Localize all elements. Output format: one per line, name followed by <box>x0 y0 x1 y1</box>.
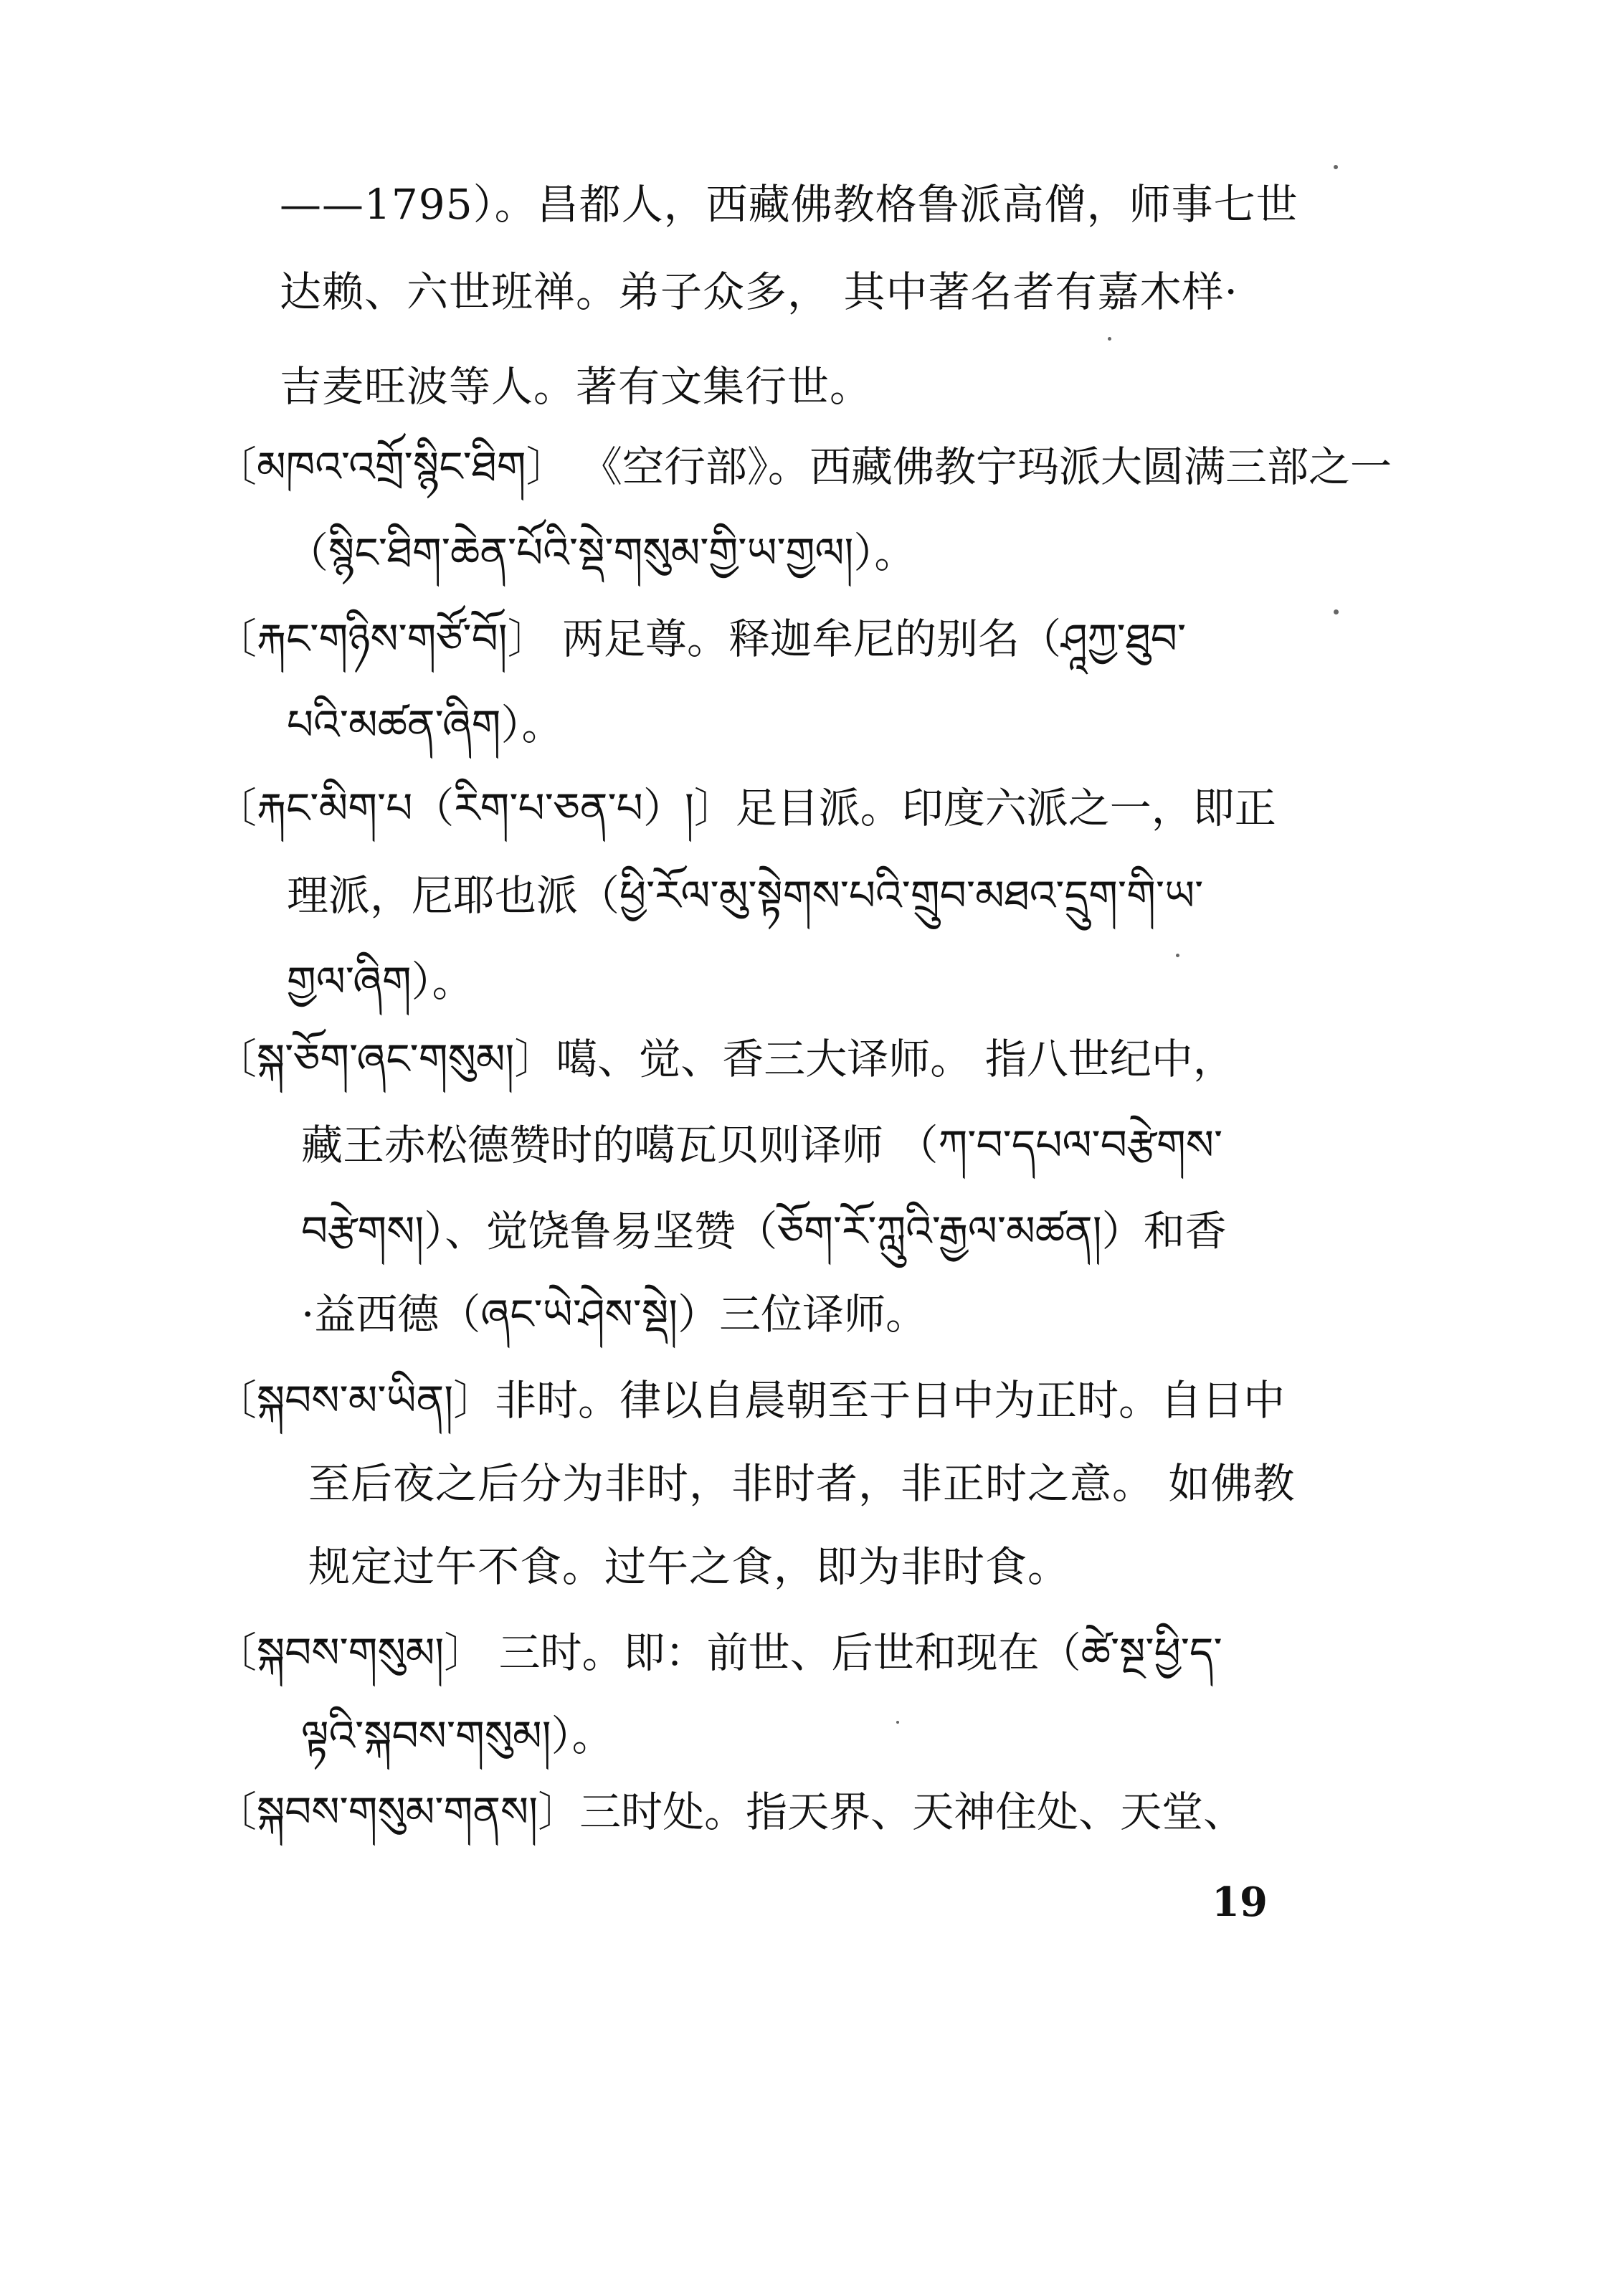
entry-heading-khandro: 〔མཁའ་འགྲོ་སྙིང་ཐིག〕 《空行部》。西藏佛教宁玛派大圆满三部之一 <box>215 442 1392 491</box>
entry-heading-kabma: 〔སྐབས་མ་ཡིན།〕非时。律以自晨朝至于日中为正时。自日中 <box>215 1376 1286 1425</box>
text-line-9: 理派，尼耶也派（ཕྱི་རོལ་མུ་སྟེགས་པའི་གྲུབ་མཐའ་དྲུག་གི་ཡ་ <box>287 871 1204 920</box>
text-line-14: ·益西德（ཞང་ཡེ་ཤེས་སྡེ།）三位译师。 <box>301 1290 928 1339</box>
text-line-10: གྱལ་ཞིག）。 <box>287 957 474 1006</box>
text-line-19: ལྟའི་སྐབས་གསུམ།）。 <box>301 1712 614 1760</box>
entry-heading-kangnyi: 〔རྐང་གཉིས་གཙོ་བོ།〕 两足尊。释迦牟尼的别名（ཤཱཀྱ་ཐུབ་ <box>215 614 1187 663</box>
text-line-13: བརྩེགས།）、觉饶鲁易坚赞（ཅོག་རོ་ཀླུའི་རྒྱལ་མཚན།）和香 <box>301 1207 1227 1255</box>
text-line-1: ——1795）。昌都人，西藏佛教格鲁派高僧，师事七世 <box>280 180 1298 229</box>
entry-heading-kabsum: 〔སྐབས་གསུམ།〕 三时。即：前世、后世和现在（ཚེ་སྔ་ཕྱི་ད་ <box>215 1628 1222 1677</box>
entry-heading-kangmig: 〔རྐང་མིག་པ（རིག་པ་ཅན་པ）།〕足目派。印度六派之一，即正 <box>215 784 1276 832</box>
page-number: 19 <box>1212 1879 1268 1926</box>
entry-heading-kabsumne: 〔སྐབས་གསུམ་གནས།〕三时处。指天界、天神住处、天堂、 <box>215 1788 1245 1836</box>
scan-speck <box>1108 337 1111 341</box>
text-line-2: 达赖、六世班禅。弟子众多， 其中著名者有嘉木样· <box>280 267 1238 316</box>
text-line-3: 吉麦旺波等人。著有文集行世。 <box>280 362 873 411</box>
text-line-12: 藏王赤松德赞时的噶瓦贝则译师 （ཀ་བ་དཔལ་བརྩེགས་ <box>301 1121 1223 1169</box>
entry-heading-kachog: 〔སྐ་ཅོག་ཞང་གསུམ།〕噶、觉、香三大译师。 指八世纪中， <box>215 1035 1235 1083</box>
scan-speck <box>1176 954 1179 957</box>
scan-speck <box>1334 609 1339 614</box>
text-line-16: 至后夜之后分为非时，非时者，非正时之意。 如佛教 <box>308 1459 1296 1508</box>
text-line-7: པའི་མཚན་ཞིག）。 <box>287 701 564 749</box>
scan-speck <box>1334 165 1338 169</box>
scan-speck <box>896 1721 899 1724</box>
text-line-5: （སྙིང་ཐིག་ཆེན་པོའི་སྡེ་གསུམ་གྱི་ཡ་གྱལ།）。 <box>287 528 916 577</box>
text-line-17: 规定过午不食。过午之食，即为非时食。 <box>308 1542 1070 1591</box>
